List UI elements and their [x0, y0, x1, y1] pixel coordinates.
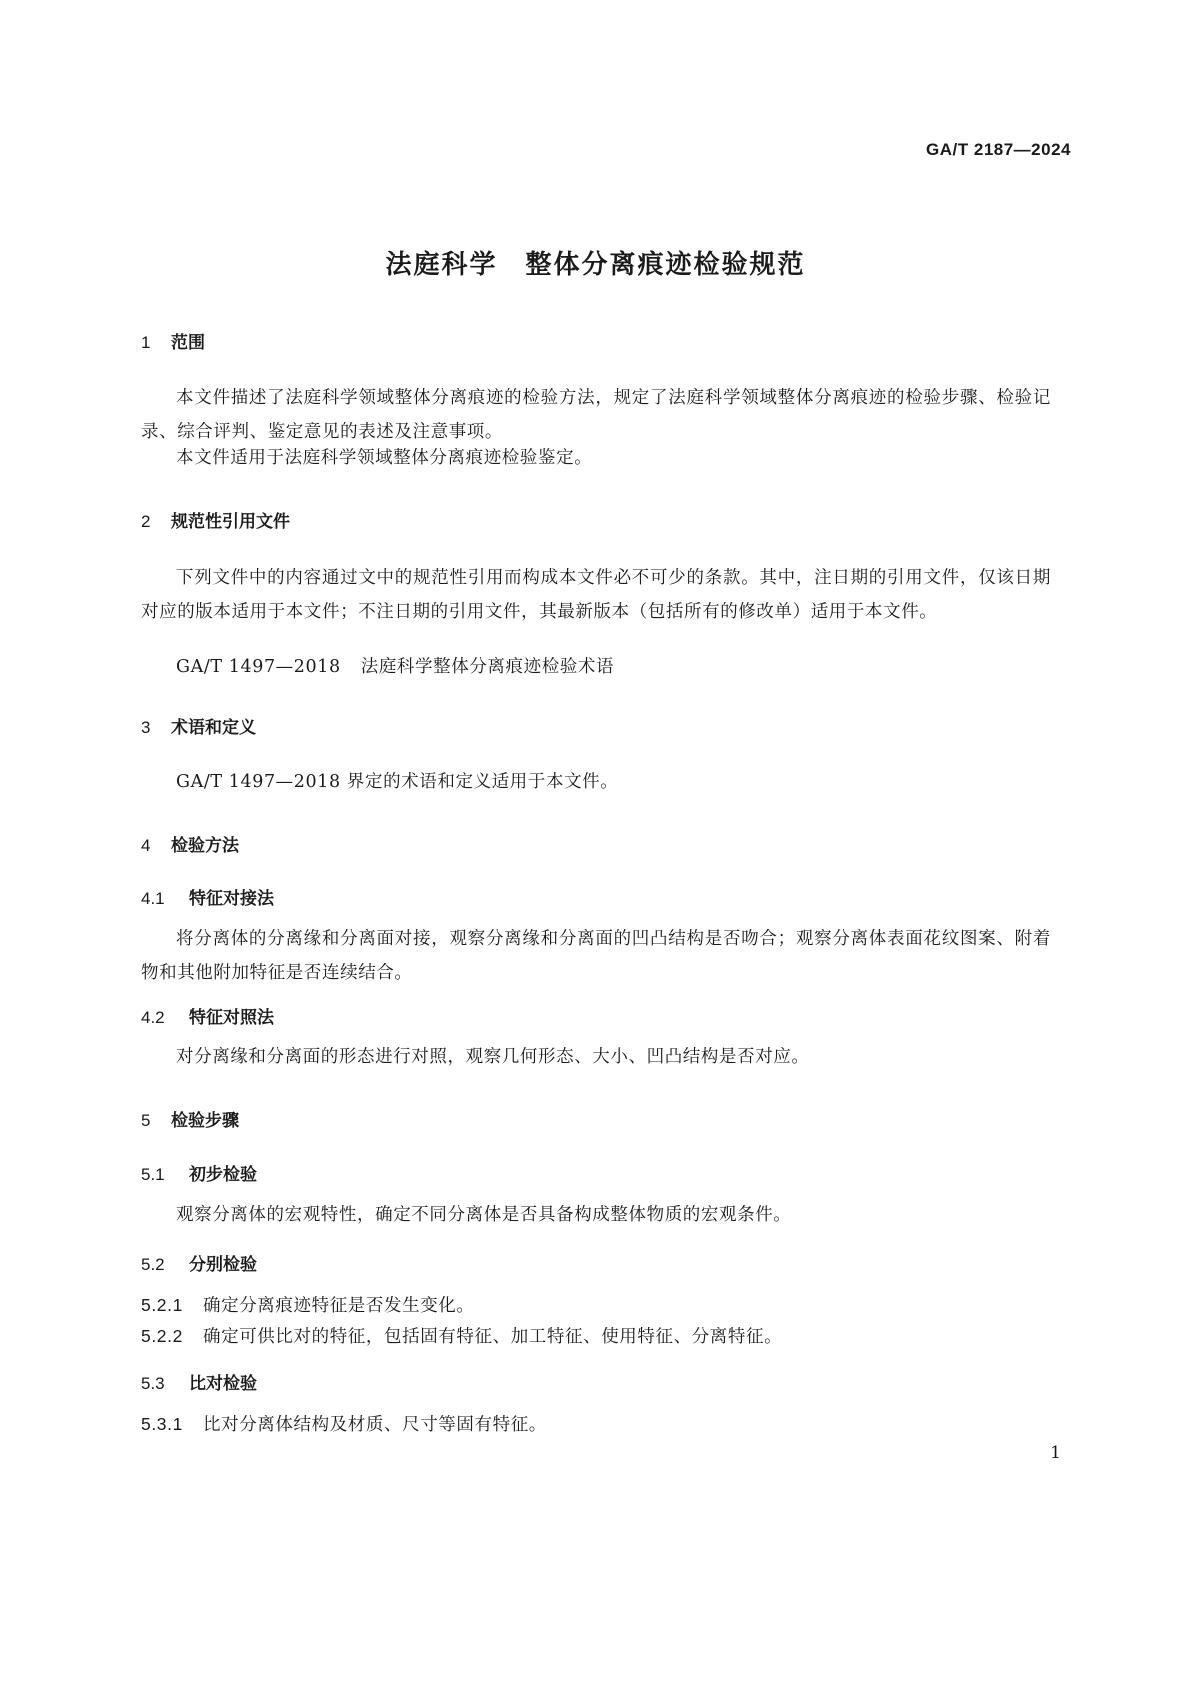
paragraph-5-1: 观察分离体的宏观特性，确定不同分离体是否具备构成整体物质的宏观条件。 — [176, 1205, 792, 1225]
subsection-title: 分别检验 — [189, 1255, 257, 1275]
paragraph-4-1: 将分离体的分离缘和分离面对接，观察分离缘和分离面的凹凸结构是否吻合；观察分离体表面花纹图案、附着物和其他附加特征是否连续结合。 — [141, 929, 1051, 983]
normative-reference — [141, 650, 1086, 684]
section-heading-5 — [141, 1106, 1051, 1131]
subsection-heading-4-2 — [141, 1003, 1051, 1028]
reference-code: GA/T 1497—2018 — [176, 657, 341, 677]
section-title: 检验步骤 — [171, 1111, 239, 1131]
subsection-title: 初步检验 — [189, 1165, 257, 1185]
clause-text: 确定可供比对的特征，包括固有特征、加工特征、使用特征、分离特征。 — [203, 1327, 783, 1347]
subsection-number: 5.2 — [141, 1255, 165, 1274]
section-heading-2 — [141, 507, 1051, 532]
section-heading-4 — [141, 831, 1051, 856]
section-number: 3 — [141, 718, 151, 737]
paragraph-3-1: GA/T 1497—2018 界定的术语和定义适用于本文件。 — [176, 772, 619, 792]
paragraph-2-1: 下列文件中的内容通过文中的规范性引用而构成本文件必不可少的条款。其中，注日期的引用文件，仅该日期对应的版本适用于本文件；不注日期的引用文件，其最新版本（包括所有的修改单）适用于本文件。 — [141, 568, 1051, 622]
clause-text: 比对分离体结构及材质、尺寸等固有特征。 — [203, 1415, 547, 1435]
subsection-heading-5-1 — [141, 1160, 1051, 1185]
clause-5-3-1 — [141, 1407, 1051, 1442]
subsection-number: 5.1 — [141, 1165, 165, 1184]
subsection-title: 特征对接法 — [189, 889, 274, 909]
document-title: 法庭科学 整体分离痕迹检验规范 — [385, 250, 806, 280]
subsection-number: 5.3 — [141, 1374, 165, 1393]
subsection-number: 4.1 — [141, 889, 165, 908]
clause-number: 5.3.1 — [141, 1414, 183, 1434]
section-heading-3 — [141, 713, 1051, 738]
subsection-title: 特征对照法 — [189, 1008, 274, 1028]
section-number: 5 — [141, 1111, 151, 1130]
subsection-heading-5-3 — [141, 1369, 1051, 1394]
paragraph-1-2: 本文件适用于法庭科学领域整体分离痕迹检验鉴定。 — [176, 448, 593, 468]
reference-title: 法庭科学整体分离痕迹检验术语 — [360, 657, 615, 677]
subsection-title: 比对检验 — [189, 1374, 257, 1394]
section-title: 范围 — [171, 333, 205, 353]
subsection-number: 4.2 — [141, 1008, 165, 1027]
section-number: 1 — [141, 333, 151, 352]
section-number: 2 — [141, 512, 151, 531]
clause-5-2-1 — [141, 1288, 1051, 1323]
paragraph-4-2: 对分离缘和分离面的形态进行对照，观察几何形态、大小、凹凸结构是否对应。 — [176, 1047, 810, 1067]
clause-number: 5.2.1 — [141, 1295, 183, 1315]
section-title: 规范性引用文件 — [171, 512, 290, 532]
document-code: GA/T 2187—2024 — [926, 140, 1071, 159]
section-number: 4 — [141, 836, 151, 855]
paragraph-1-1: 本文件描述了法庭科学领域整体分离痕迹的检验方法，规定了法庭科学领域整体分离痕迹的检验步骤、检验记录、综合评判、鉴定意见的表述及注意事项。 — [141, 388, 1051, 442]
section-title: 检验方法 — [171, 836, 239, 856]
section-title: 术语和定义 — [171, 718, 256, 738]
page-number: 1 — [1050, 1443, 1061, 1463]
subsection-heading-5-2 — [141, 1250, 1051, 1275]
subsection-heading-4-1 — [141, 884, 1051, 909]
clause-number: 5.2.2 — [141, 1326, 183, 1346]
clause-text: 确定分离痕迹特征是否发生变化。 — [203, 1296, 475, 1316]
section-heading-1 — [141, 328, 1051, 353]
clause-5-2-2 — [141, 1319, 1051, 1354]
